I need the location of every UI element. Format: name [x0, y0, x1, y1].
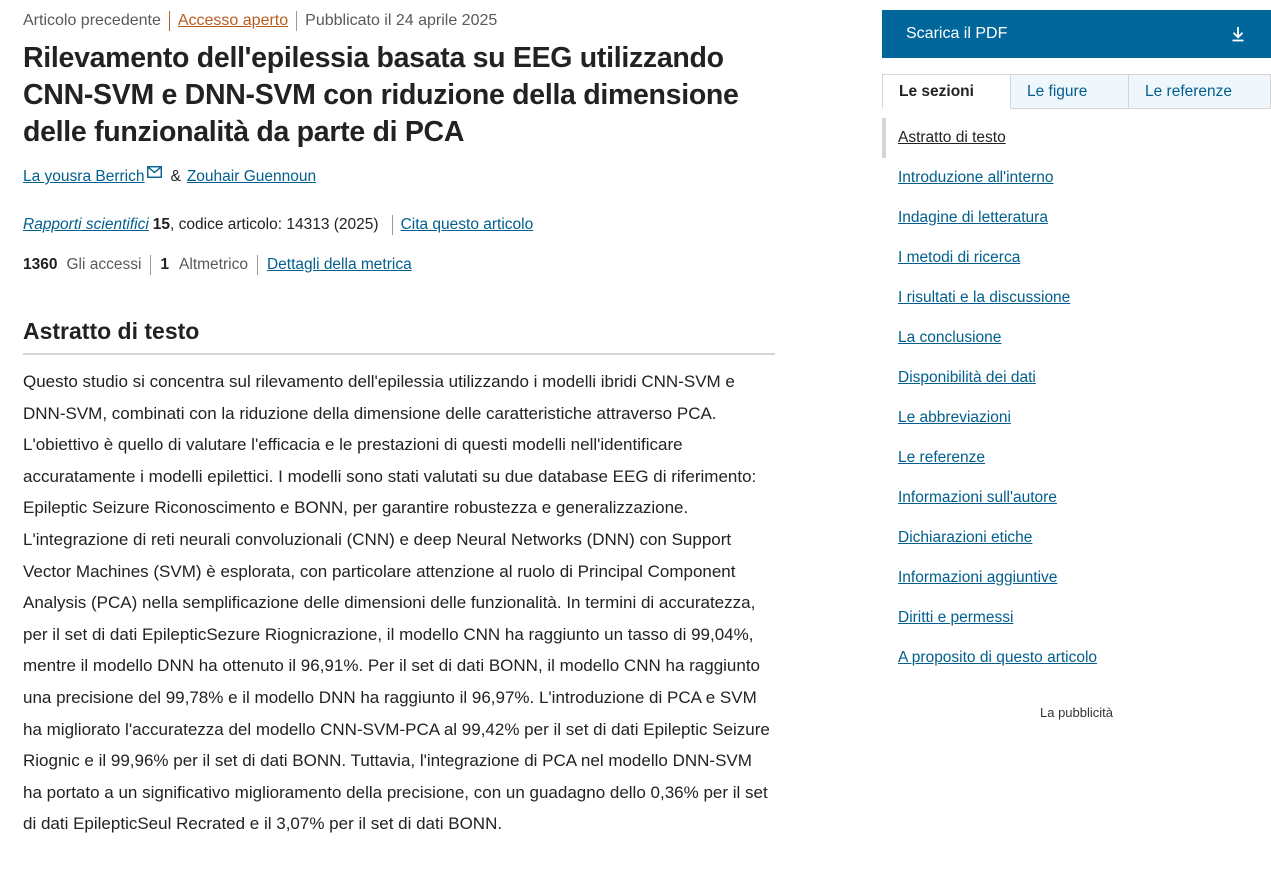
- toc-item: [882, 238, 1271, 278]
- toc-link-references[interactable]: Le referenze: [898, 449, 986, 466]
- toc-item: [882, 278, 1271, 318]
- previous-article-label: Articolo precedente: [23, 12, 161, 29]
- toc-item: [882, 318, 1271, 358]
- advertisement-label: La pubblicità: [1040, 705, 1113, 720]
- sidebar-tabs: [882, 74, 1271, 109]
- toc-item: [882, 118, 1271, 158]
- toc-item: [882, 558, 1271, 598]
- toc-link-rights[interactable]: Diritti e permessi: [898, 609, 1014, 626]
- article-code: , codice articolo: 14313 (2025): [170, 216, 379, 233]
- divider: [257, 255, 258, 275]
- toc-item: [882, 158, 1271, 198]
- divider: [150, 255, 151, 275]
- toc-link-abstract[interactable]: Astratto di testo: [898, 129, 1006, 146]
- open-access-link[interactable]: Accesso aperto: [177, 12, 289, 29]
- toc-item: [882, 358, 1271, 398]
- tab-references[interactable]: Le referenze: [1129, 74, 1271, 109]
- abstract-text: Questo studio si concentra sul rilevamento dell'epilessia utilizzando i modelli ibridi CNN-SVM e DNN-SVM, combinati con la riduzione della dimensione delle caratteristiche attraverso PCA. L'obiettivo è quello di valutare l'efficacia e le prestazioni di questi modelli nell'identificare accuratamente i modelli epilettici. I modelli sono stati valutati su due database EEG di riferimento: Epileptic Seizure Riconoscimento e BONN, per garantire robustezza e generalizzazione. L'integrazione di reti neurali convoluzionali (CNN) e deep Neural Networks (DNN) con Support Vector Machines (SVM) è esplorata, con particolare attenzione al ruolo di Principal Component Analysis (PCA) nella semplificazione delle dimensioni delle funzionalità. In termini di accuratezza, per il set di dati EpilepticSezure Riognicrazione, il modello CNN ha raggiunto un tasso di 99,04%, mentre il modello DNN ha ottenuto il 96,91%. Per il set di dati BONN, il modello CNN ha raggiunto una precisione del 99,78% e il modello DNN ha raggiunto il 96,97%. L'introduzione di PCA e SVM ha migliorato l'accuratezza del modello CNN-SVM-PCA al 99,42% per il set di dati Epileptic Seizure Riognic e il 99,96% per il set di dati BONN. Tuttavia, l'integrazione di PCA nel modello DNN-SVM ha portato a un significativo miglioramento della precisione, con un guadagno dello 0,36% per il set di dati EpilepticSeul Recrated e il 3,07% per il set di dati BONN.: [23, 372, 770, 834]
- download-pdf-button[interactable]: [882, 10, 1271, 58]
- toc-link-introduction[interactable]: Introduzione all'interno: [898, 169, 1054, 186]
- published-date: Pubblicato il 24 aprile 2025: [305, 12, 498, 29]
- toc-item: [882, 478, 1271, 518]
- toc-item: [882, 398, 1271, 438]
- toc-link-author-info[interactable]: Informazioni sull'autore: [898, 489, 1057, 506]
- journal-link[interactable]: Rapporti scientifici: [23, 216, 149, 233]
- toc-item: [882, 518, 1271, 558]
- email-icon[interactable]: [147, 165, 162, 177]
- divider: [169, 11, 170, 31]
- altmetric-count: 1: [160, 256, 170, 273]
- author-list: [23, 168, 316, 186]
- table-of-contents: [882, 118, 1271, 678]
- tab-sections[interactable]: Le sezioni: [882, 74, 1011, 109]
- toc-item: [882, 598, 1271, 638]
- author-link-2[interactable]: Zouhair Guennoun: [186, 168, 317, 185]
- journal-volume: 15: [152, 216, 171, 233]
- toc-link-methods[interactable]: I metodi di ricerca: [898, 249, 1021, 266]
- journal-citation: [23, 215, 533, 235]
- toc-link-results[interactable]: I risultati e la discussione: [898, 289, 1071, 306]
- abstract-heading: Astratto di testo: [23, 318, 200, 344]
- accesses-label: Gli accessi: [66, 256, 142, 273]
- toc-link-abbreviations[interactable]: Le abbreviazioni: [898, 409, 1011, 426]
- article-metrics: [23, 255, 412, 275]
- author-separator: &: [170, 168, 181, 185]
- article-title: Rilevamento dell'epilessia basata su EEG utilizzando CNN-SVM e DNN-SVM con riduzione della dimensione delle funzionalità da parte di PCA: [23, 42, 739, 148]
- divider: [392, 215, 393, 235]
- accesses-count: 1360: [23, 256, 58, 273]
- divider: [296, 11, 297, 31]
- toc-item: [882, 638, 1271, 678]
- toc-link-conclusion[interactable]: La conclusione: [898, 329, 1002, 346]
- download-icon: [1231, 26, 1245, 42]
- toc-item: [882, 198, 1271, 238]
- altmetric-label: Altmetrico: [179, 256, 248, 273]
- toc-link-ethics[interactable]: Dichiarazioni etiche: [898, 529, 1033, 546]
- download-pdf-label: Scarica il PDF: [906, 25, 1008, 42]
- abstract-divider: [23, 353, 775, 355]
- author-link-1[interactable]: La yousra Berrich: [23, 168, 145, 185]
- toc-link-literature[interactable]: Indagine di letteratura: [898, 209, 1048, 226]
- toc-item: [882, 438, 1271, 478]
- article-meta-line: [23, 11, 497, 31]
- toc-link-additional-info[interactable]: Informazioni aggiuntive: [898, 569, 1058, 586]
- tab-figures[interactable]: Le figure: [1011, 74, 1129, 109]
- metric-details-link[interactable]: Dettagli della metrica: [266, 256, 412, 273]
- toc-link-data-availability[interactable]: Disponibilità dei dati: [898, 369, 1036, 386]
- cite-article-link[interactable]: Cita questo articolo: [400, 216, 534, 233]
- toc-link-about[interactable]: A proposito di questo articolo: [898, 649, 1098, 666]
